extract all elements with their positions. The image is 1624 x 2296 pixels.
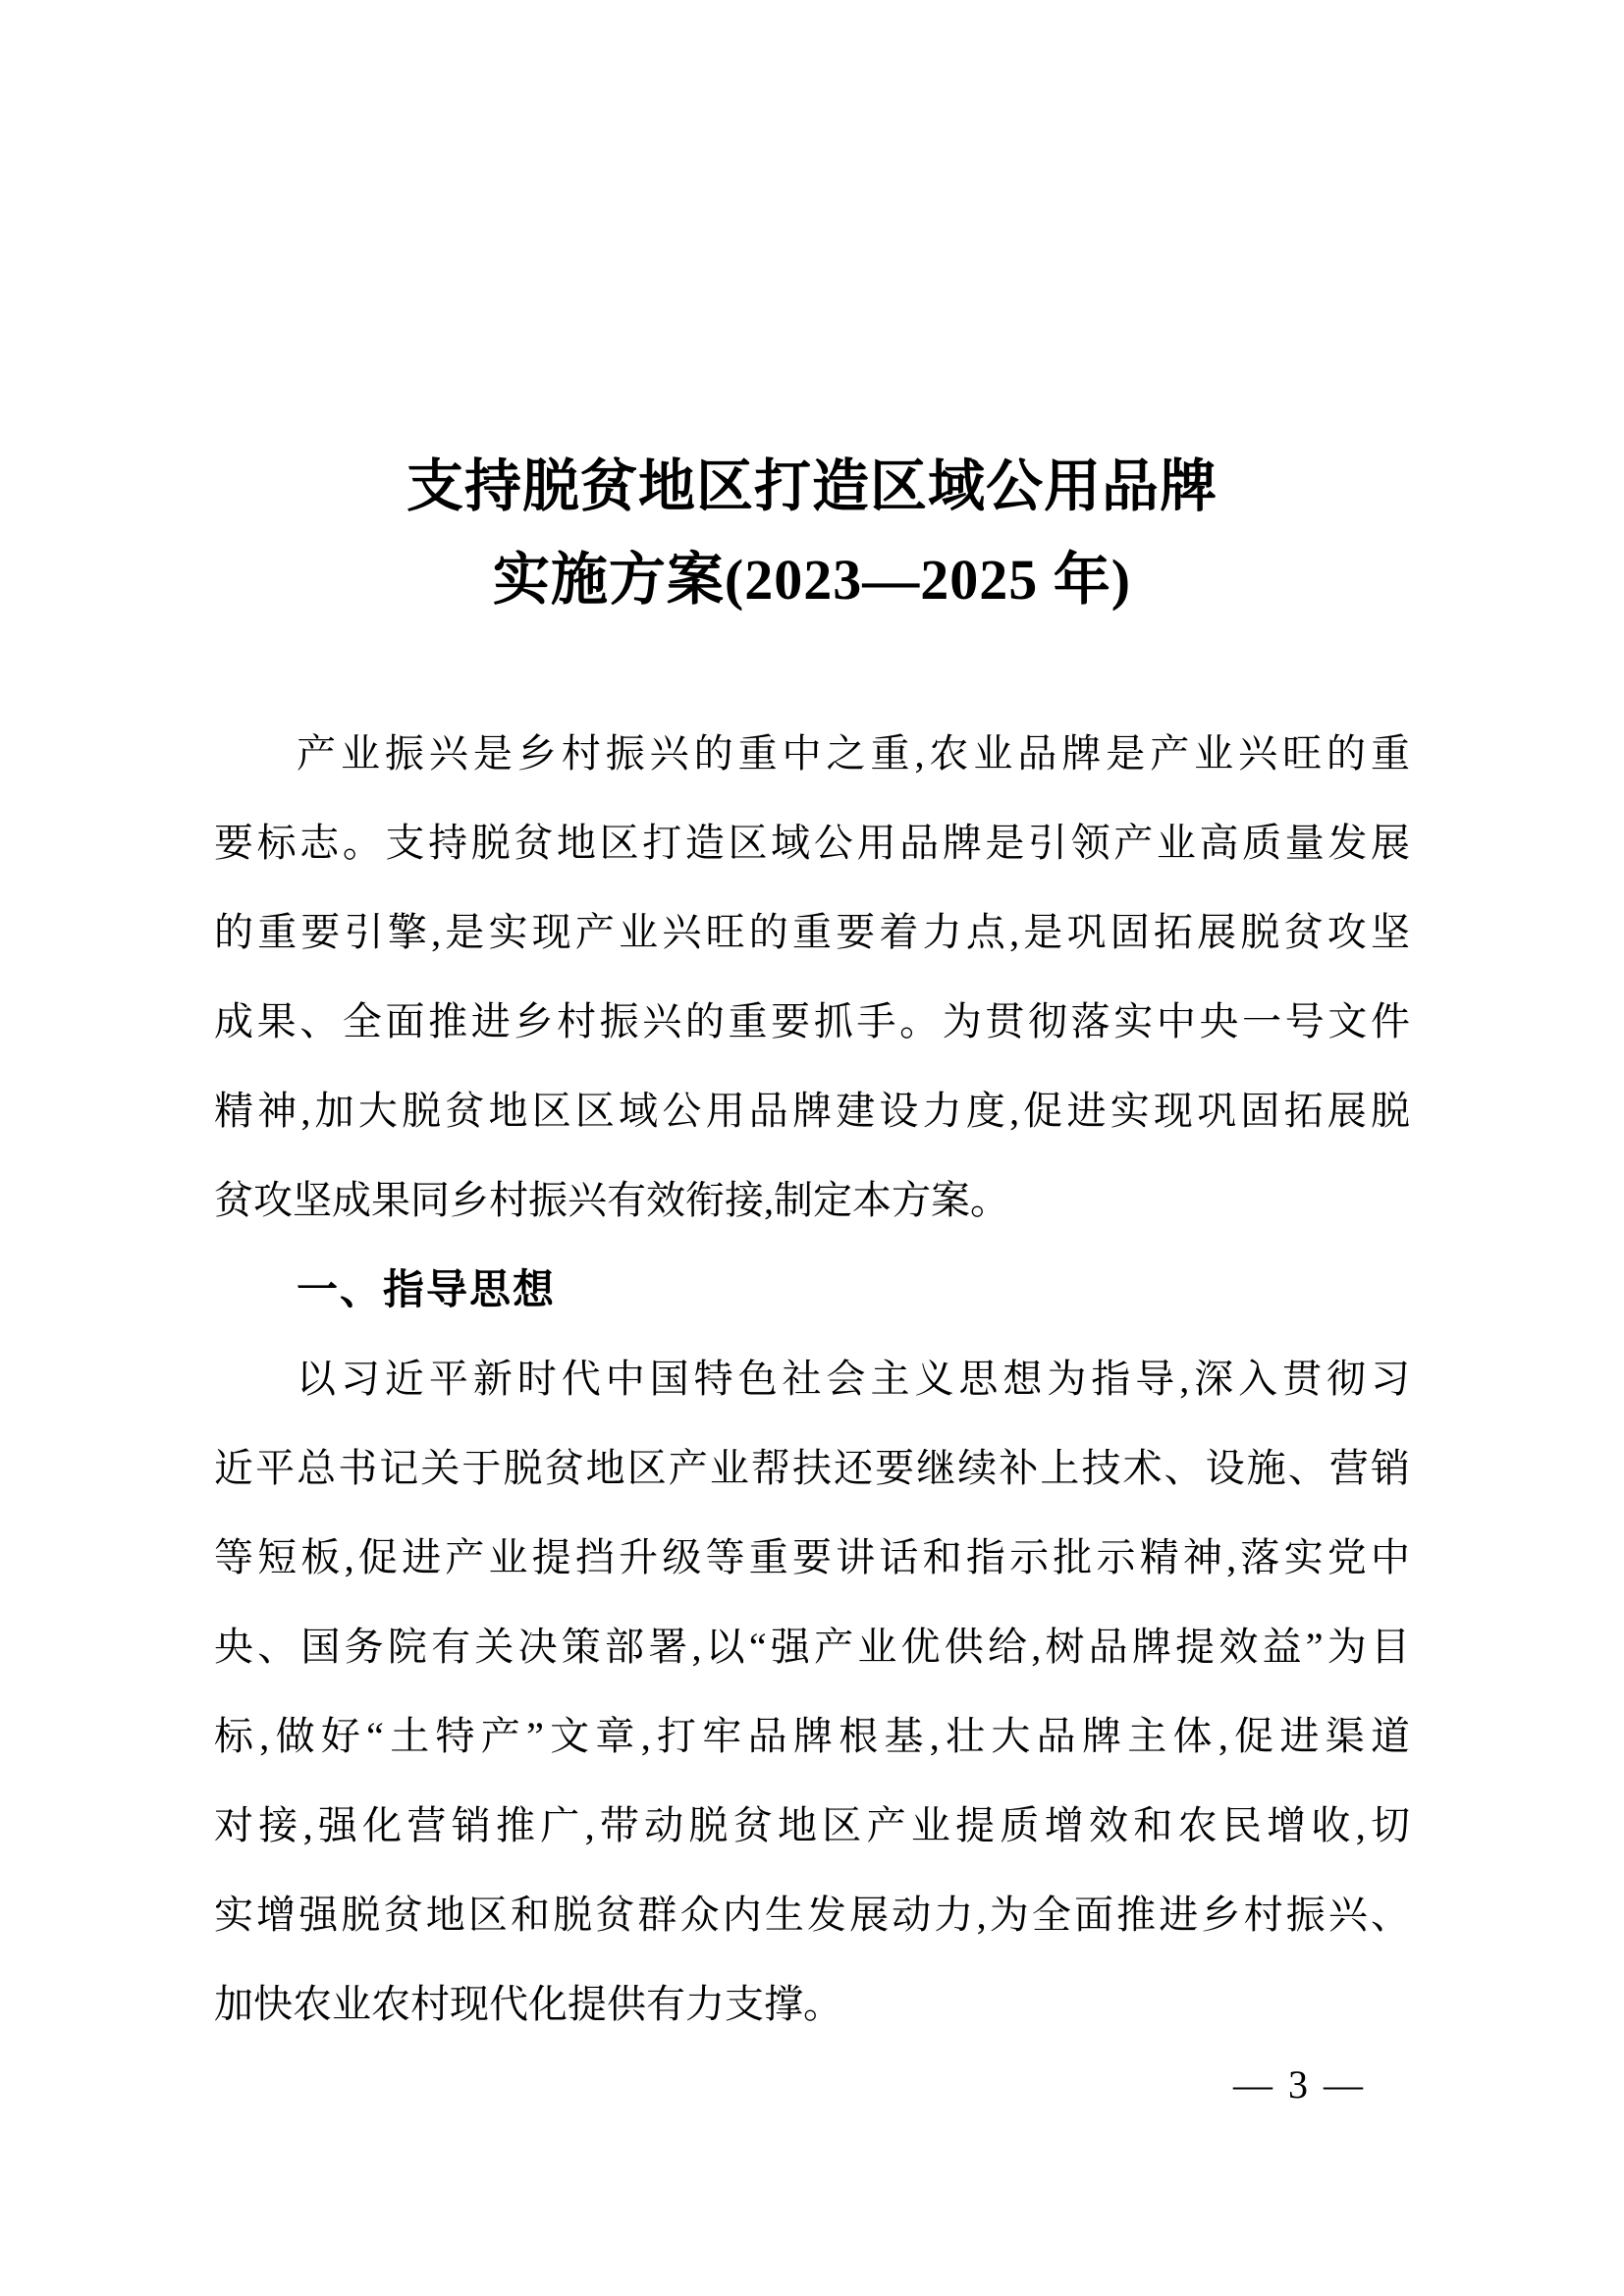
document-body [214, 709, 1410, 2049]
paragraph2-line: 实增强脱贫地区和脱贫群众内生发展动力,为全面推进乡村振兴、 [214, 1893, 1410, 1937]
paragraph2-line: 标,做好“土特产”文章,打牢品牌根基,壮大品牌主体,促进渠道 [214, 1714, 1410, 1758]
paragraph2-line: 以习近平新时代中国特色社会主义思想为指导,深入贯彻习 [297, 1357, 1410, 1401]
title-line-2: 实施方案(2023—2025 年) [492, 548, 1132, 612]
paragraph2-line: 等短板,促进产业提挡升级等重要讲话和指示批示精神,落实党中 [214, 1535, 1410, 1579]
title-line-1: 支持脱贫地区打造区域公用品牌 [406, 454, 1218, 518]
page-number: — 3 — [1233, 2062, 1366, 2107]
paragraph1-line: 的重要引擎,是实现产业兴旺的重要着力点,是巩固拓展脱贫攻坚 [214, 910, 1410, 954]
paragraph1-line: 精神,加大脱贫地区区域公用品牌建设力度,促进实现巩固拓展脱 [214, 1089, 1410, 1133]
paragraph1-line: 要标志。支持脱贫地区打造区域公用品牌是引领产业高质量发展 [214, 821, 1410, 865]
paragraph1-line: 贫攻坚成果同乡村振兴有效衔接,制定本方案。 [214, 1178, 1009, 1222]
paragraph1-line: 成果、全面推进乡村振兴的重要抓手。为贯彻落实中央一号文件 [214, 999, 1410, 1043]
document-title [0, 440, 1624, 626]
paragraph2-line: 央、国务院有关决策部署,以“强产业优供给,树品牌提效益”为目 [214, 1625, 1410, 1669]
paragraph2-line: 近平总书记关于脱贫地区产业帮扶还要继续补上技术、设施、营销 [214, 1446, 1410, 1490]
section-heading-guiding-ideology: 一、指导思想 [297, 1266, 557, 1312]
paragraph1-line: 产业振兴是乡村振兴的重中之重,农业品牌是产业兴旺的重 [297, 731, 1410, 775]
paragraph2-line: 对接,强化营销推广,带动脱贫地区产业提质增效和农民增收,切 [214, 1803, 1410, 1847]
paragraph2-line: 加快农业农村现代化提供有力支撑。 [214, 1982, 842, 2026]
